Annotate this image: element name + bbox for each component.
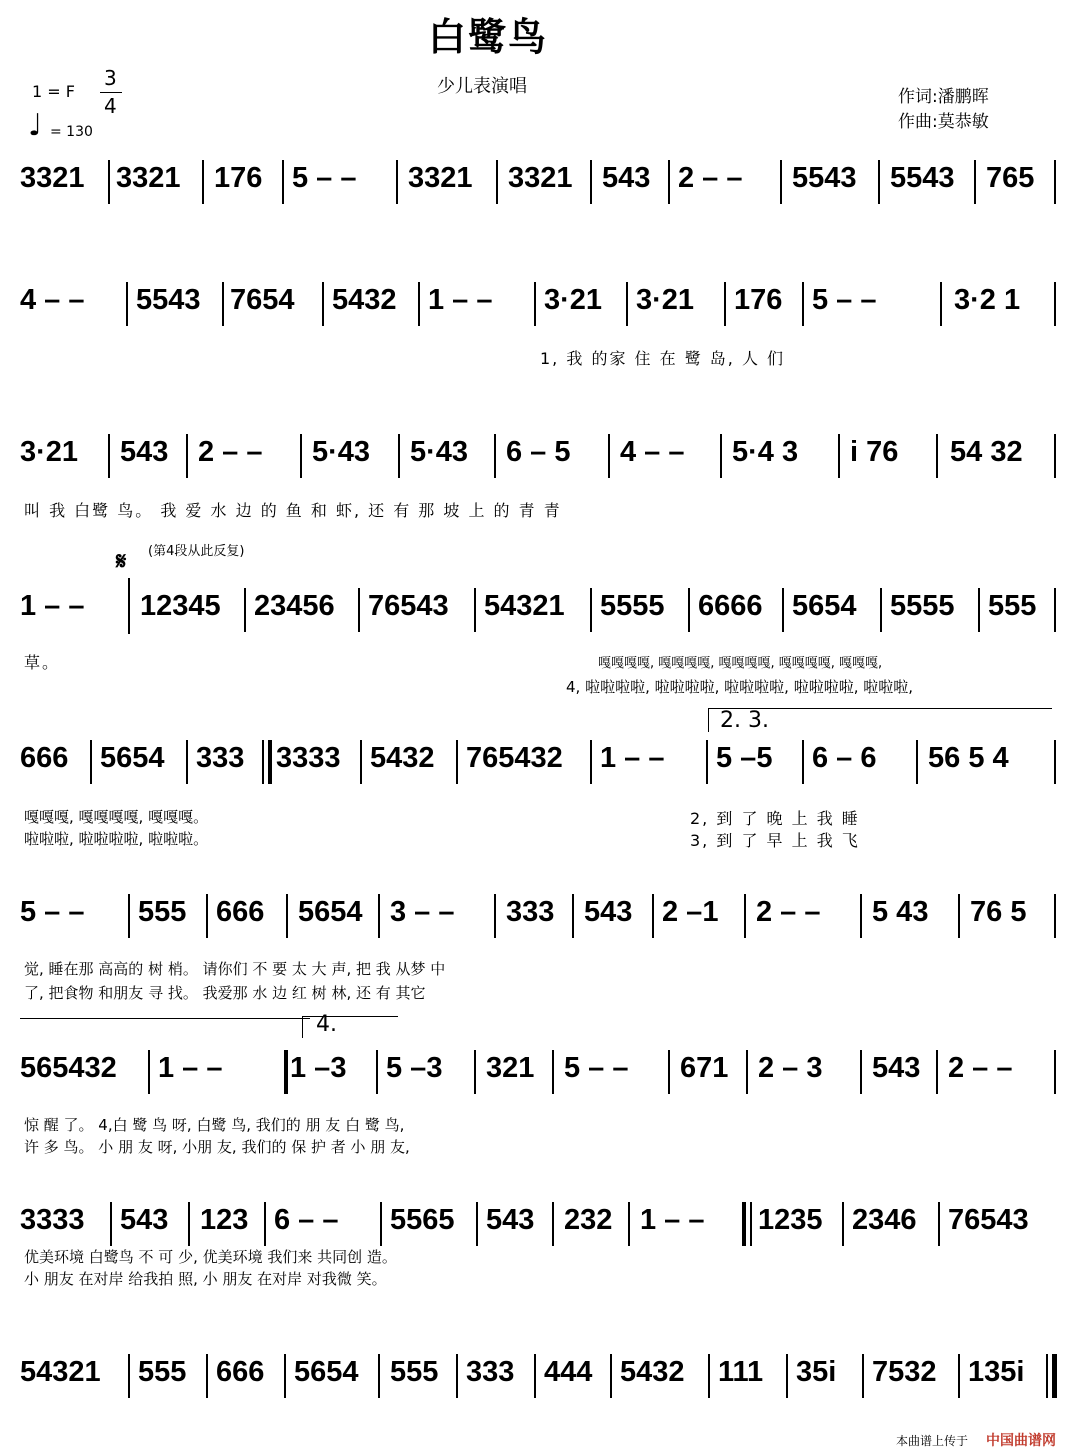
measure: 76 5: [970, 896, 1027, 928]
barline: [746, 1050, 748, 1094]
measure: 2 – –: [756, 896, 821, 928]
barline: [244, 588, 246, 632]
lyricist: 作词:潘鹏晖: [898, 87, 989, 107]
measure: 1235: [758, 1204, 823, 1236]
measure: 555: [138, 1356, 187, 1388]
measure: 2 – –: [198, 436, 263, 468]
measure: 3333: [276, 742, 341, 774]
barline: [860, 894, 862, 938]
barline: [322, 282, 324, 326]
barline: [1054, 282, 1056, 326]
barline: [282, 160, 284, 204]
row-5-lyrics-1: 嘎嘎嘎, 嘎嘎嘎嘎, 嘎嘎嘎。: [24, 808, 209, 826]
measure: 5 –5: [716, 742, 773, 774]
measure: 543: [584, 896, 633, 928]
measure: 3321: [508, 162, 573, 194]
measure: 3·21: [20, 436, 79, 468]
measure: 1 – –: [20, 590, 85, 622]
barline: [706, 740, 708, 784]
measure: 5 – –: [292, 162, 357, 194]
barline: [128, 894, 130, 938]
measure: 5 – –: [20, 896, 85, 928]
volta-label: 2. 3.: [720, 708, 769, 733]
barline: [108, 160, 110, 204]
measure: 5555: [600, 590, 665, 622]
measure: 5654: [298, 896, 363, 928]
barline: [878, 160, 880, 204]
barline: [202, 160, 204, 204]
repeat-barline: [742, 1202, 746, 1246]
measure: 543: [486, 1204, 535, 1236]
measure: 5654: [792, 590, 857, 622]
barline: [782, 588, 784, 632]
measure: i 76: [850, 436, 899, 468]
barline: [668, 1050, 670, 1094]
measure: 5555: [890, 590, 955, 622]
barline: [186, 740, 188, 784]
final-barline: [1046, 1354, 1048, 1398]
measure: 3321: [408, 162, 473, 194]
subtitle: 少儿表演唱: [437, 76, 527, 97]
barline: [110, 1202, 112, 1246]
measure: 543: [120, 436, 169, 468]
barline: [974, 160, 976, 204]
row-3-lyrics: 叫 我 白鹭 鸟。 我 爱 水 边 的 鱼 和 虾, 还 有 那 坡 上 的 青 青: [24, 501, 562, 520]
measure: 2 – –: [948, 1052, 1013, 1084]
barline: [300, 434, 302, 478]
measure: 5432: [332, 284, 397, 316]
measure: 555: [988, 590, 1037, 622]
barline: [1054, 434, 1056, 478]
measure: 5432: [370, 742, 435, 774]
measure: 5654: [100, 742, 165, 774]
barline: [222, 282, 224, 326]
measure: 5543: [136, 284, 201, 316]
barline: [786, 1354, 788, 1398]
barline: [802, 282, 804, 326]
measure: 7532: [872, 1356, 937, 1388]
repeat-note: (第4段从此反复): [148, 544, 245, 559]
measure: 3 – –: [390, 896, 455, 928]
measure: 765432: [466, 742, 563, 774]
measure: 6 – 5: [506, 436, 571, 468]
barline: [708, 1354, 710, 1398]
measure: 543: [602, 162, 651, 194]
measure: 76543: [368, 590, 449, 622]
measure: 5 – –: [564, 1052, 629, 1084]
final-barline-thick: [1052, 1354, 1057, 1398]
measure: 543: [872, 1052, 921, 1084]
measure: 333: [196, 742, 245, 774]
row-8-lyrics-2: 小 朋友 在对岸 给我拍 照, 小 朋友 在对岸 对我微 笑。: [24, 1270, 387, 1288]
barline: [668, 160, 670, 204]
measure: 2346: [852, 1204, 917, 1236]
measure: 56 5 4: [928, 742, 1009, 774]
barline: [128, 1354, 130, 1398]
barline: [380, 1202, 382, 1246]
measure: 3321: [20, 162, 85, 194]
measure: 3333: [20, 1204, 85, 1236]
barline: [628, 1202, 630, 1246]
measure: 5 – –: [812, 284, 877, 316]
barline: [534, 1354, 536, 1398]
barline: [610, 1354, 612, 1398]
measure: 111: [718, 1356, 764, 1388]
barline: [838, 434, 840, 478]
barline: [1054, 588, 1056, 632]
barline: [724, 282, 726, 326]
barline: [206, 1354, 208, 1398]
composer: 作曲:莫恭敏: [898, 112, 989, 132]
measure: 54 32: [950, 436, 1023, 468]
repeat-barline: [268, 740, 272, 784]
measure: 4 – –: [620, 436, 685, 468]
measure: 765: [986, 162, 1035, 194]
measure: 123: [200, 1204, 249, 1236]
barline: [572, 894, 574, 938]
barline: [474, 1050, 476, 1094]
barline: [264, 1202, 266, 1246]
footer-uploader: 本曲谱上传于: [896, 1434, 969, 1448]
barline: [186, 434, 188, 478]
measure: 2 –1: [662, 896, 719, 928]
measure: 543: [120, 1204, 169, 1236]
barline: [1054, 740, 1056, 784]
measure: 555: [390, 1356, 439, 1388]
measure: 176: [734, 284, 783, 316]
barline: [1054, 894, 1056, 938]
row-6-lyrics-1: 觉, 睡在那 高高的 树 梢。 请你们 不 要 太 大 声, 把 我 从梦 中: [24, 960, 446, 978]
barline: [978, 588, 980, 632]
tempo-note-icon: ♩: [28, 108, 43, 143]
row-4-lyrics-2: 4, 啦啦啦啦, 啦啦啦啦, 啦啦啦啦, 啦啦啦啦, 啦啦啦,: [566, 678, 913, 696]
volta-bracket: [20, 1018, 310, 1019]
barline: [456, 740, 458, 784]
measure: 5432: [620, 1356, 685, 1388]
measure: 666: [216, 896, 265, 928]
barline: [456, 1354, 458, 1398]
barline: [652, 894, 654, 938]
measure: 2 – –: [678, 162, 743, 194]
measure: 5·4 3: [732, 436, 799, 468]
barline: [496, 160, 498, 204]
measure: 4 – –: [20, 284, 85, 316]
row-5-lyrics-2: 啦啦啦, 啦啦啦啦, 啦啦啦。: [24, 830, 209, 848]
measure: 6666: [698, 590, 763, 622]
measure: 6 – 6: [812, 742, 877, 774]
site-logo: 中国曲谱网: [986, 1433, 1056, 1449]
measure: 333: [506, 896, 555, 928]
barline: [750, 1202, 752, 1246]
measure: 1 –3: [290, 1052, 347, 1084]
measure: 12345: [140, 590, 221, 622]
time-signature-top: 3: [104, 66, 117, 90]
barline: [286, 894, 288, 938]
measure: 666: [216, 1356, 265, 1388]
measure: 1 – –: [158, 1052, 223, 1084]
page-title: 白鹭鸟: [428, 15, 549, 59]
measure: 23456: [254, 590, 335, 622]
barline: [590, 160, 592, 204]
barline: [494, 434, 496, 478]
measure: 565432: [20, 1052, 117, 1084]
measure: 5543: [890, 162, 955, 194]
barline: [938, 1202, 940, 1246]
measure: 7654: [230, 284, 295, 316]
row-5-lyrics-1b: 2, 到 了 晚 上 我 睡: [690, 809, 860, 828]
row-7-lyrics-1: 惊 醒 了。 4,白 鹭 鸟 呀, 白鹭 鸟, 我们的 朋 友 白 鹭 鸟,: [24, 1116, 405, 1134]
barline: [476, 1202, 478, 1246]
barline: [590, 588, 592, 632]
barline: [688, 588, 690, 632]
row-4-lyrics: 草。: [24, 653, 61, 672]
row-6-lyrics-2: 了, 把食物 和朋友 寻 找。 我爱那 水 边 红 树 林, 还 有 其它: [24, 984, 426, 1002]
barline: [148, 1050, 150, 1094]
barline: [396, 160, 398, 204]
measure: 555: [138, 896, 187, 928]
measure: 3·2 1: [954, 284, 1021, 316]
barline: [936, 434, 938, 478]
row-7-lyrics-2: 许 多 鸟。 小 朋 友 呀, 小朋 友, 我们的 保 护 者 小 朋 友,: [24, 1138, 410, 1156]
barline: [376, 1050, 378, 1094]
barline: [780, 160, 782, 204]
barline: [552, 1202, 554, 1246]
barline: [262, 740, 264, 784]
barline: [360, 740, 362, 784]
barline: [284, 1354, 286, 1398]
row-5-lyrics-2b: 3, 到 了 早 上 我 飞: [690, 831, 860, 850]
barline: [958, 1354, 960, 1398]
measure: 666: [20, 742, 69, 774]
barline: [916, 740, 918, 784]
barline: [1054, 160, 1056, 204]
barline: [90, 740, 92, 784]
measure: 135i: [968, 1356, 1025, 1388]
barline: [552, 1050, 554, 1094]
measure: 321: [486, 1052, 535, 1084]
barline: [378, 894, 380, 938]
barline: [358, 588, 360, 632]
barline: [494, 894, 496, 938]
time-signature-line: [100, 92, 122, 93]
barline: [744, 894, 746, 938]
measure: 444: [544, 1356, 593, 1388]
barline: [802, 740, 804, 784]
measure: 333: [466, 1356, 515, 1388]
barline: [608, 434, 610, 478]
barline: [128, 578, 130, 634]
volta-label: 4.: [316, 1012, 337, 1037]
barline: [206, 894, 208, 938]
measure: 54321: [484, 590, 565, 622]
barline: [842, 1202, 844, 1246]
barline: [880, 588, 882, 632]
measure: 2 – 3: [758, 1052, 823, 1084]
measure: 5 –3: [386, 1052, 443, 1084]
barline: [936, 1050, 938, 1094]
barline: [126, 282, 128, 326]
measure: 5543: [792, 162, 857, 194]
volta-bracket-left: [708, 708, 709, 732]
row-2-lyrics: 1, 我 的家 住 在 鹭 岛, 人 们: [540, 349, 786, 368]
barline: [418, 282, 420, 326]
measure: 5654: [294, 1356, 359, 1388]
row-8-lyrics-1: 优美环境 白鹭鸟 不 可 少, 优美环境 我们来 共同创 造。: [24, 1248, 397, 1266]
measure: 5·43: [410, 436, 469, 468]
measure: 176: [214, 162, 263, 194]
barline: [1054, 1050, 1056, 1094]
row-4-lyrics-top: 嘎嘎嘎嘎, 嘎嘎嘎嘎, 嘎嘎嘎嘎, 嘎嘎嘎嘎, 嘎嘎嘎,: [598, 656, 883, 671]
measure: 3·21: [636, 284, 695, 316]
segno-icon: 𝄋: [116, 546, 127, 575]
barline: [940, 282, 942, 326]
measure: 5 43: [872, 896, 929, 928]
barline: [958, 894, 960, 938]
time-signature-bottom: 4: [104, 94, 117, 118]
measure: 1 – –: [600, 742, 665, 774]
measure: 1 – –: [428, 284, 493, 316]
repeat-barline: [284, 1050, 288, 1094]
barline: [398, 434, 400, 478]
key-signature: 1 = F: [32, 82, 75, 101]
barline: [188, 1202, 190, 1246]
tempo-value: = 130: [50, 124, 93, 140]
barline: [720, 434, 722, 478]
barline: [108, 434, 110, 478]
measure: 1 – –: [640, 1204, 705, 1236]
barline: [862, 1354, 864, 1398]
measure: 54321: [20, 1356, 101, 1388]
volta-bracket-4-left: [302, 1016, 303, 1038]
measure: 35i: [796, 1356, 837, 1388]
measure: 232: [564, 1204, 613, 1236]
measure: 3·21: [544, 284, 603, 316]
barline: [590, 740, 592, 784]
barline: [860, 1050, 862, 1094]
barline: [474, 588, 476, 632]
measure: 3321: [116, 162, 181, 194]
barline: [378, 1354, 380, 1398]
measure: 76543: [948, 1204, 1029, 1236]
measure: 671: [680, 1052, 729, 1084]
measure: 6 – –: [274, 1204, 339, 1236]
barline: [626, 282, 628, 326]
measure: 5565: [390, 1204, 455, 1236]
barline: [534, 282, 536, 326]
measure: 5·43: [312, 436, 371, 468]
